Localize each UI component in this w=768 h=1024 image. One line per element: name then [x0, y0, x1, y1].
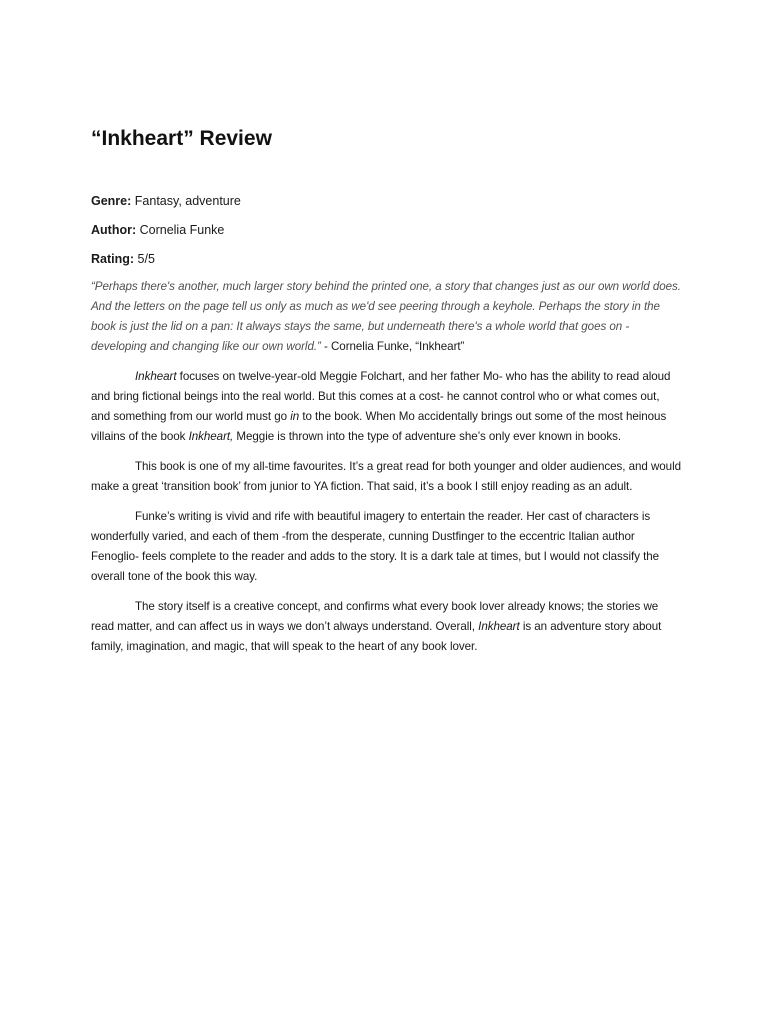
paragraph-1-text-c: Meggie is thrown into the type of adventure she’s only ever known in books.	[236, 430, 622, 443]
review-paragraph-4	[91, 597, 681, 657]
paragraph-4-text-b: is an adventure story about family, imagination, and magic, that will speak to the heart of any book lover.	[91, 620, 662, 653]
rating-line	[91, 250, 681, 268]
emphasis-in: in	[290, 410, 300, 423]
paragraph-1-text-b: to the book. When Mo accidentally brings out some of the most heinous villains of the book	[91, 410, 667, 443]
quote-attribution: - Cornelia Funke, “Inkheart”	[324, 340, 465, 353]
epigraph-quote	[91, 277, 681, 357]
review-paragraph-1	[91, 367, 681, 447]
rating-label: Rating:	[91, 252, 135, 266]
genre-value: Fantasy, adventure	[134, 194, 241, 208]
review-paragraph-3: Funke’s writing is vivid and rife with beautiful imagery to entertain the reader. Her cast of characters is wonderfully varied, and each of them -from the desperate, cunning Dustfinger to the eccentric Italian author Fenoglio- feels complete to the reader and adds to the story. It is a dark tale at times, but I would not classify the overall tone of the book this way.	[91, 510, 660, 583]
book-title-italic: Inkheart,	[188, 430, 234, 443]
author-label: Author:	[91, 223, 137, 237]
author-line	[91, 221, 681, 239]
quote-text: “Perhaps there's another, much larger story behind the printed one, a story that changes just as our own world does. And the letters on the page tell us only as much as we'd see peering through a keyhole. Perhaps the story in the book is just the lid on a pan: It always stays the same, but underneath there's a whole world that goes on - developing and changing like our own world.”	[91, 280, 681, 353]
genre-line	[91, 192, 681, 210]
page-title: “Inkheart” Review	[91, 127, 272, 150]
author-value: Cornelia Funke	[139, 223, 225, 237]
rating-value: 5/5	[137, 252, 155, 266]
book-title-italic: Inkheart	[135, 370, 177, 383]
review-paragraph-2: This book is one of my all-time favourites. It’s a great read for both younger and older audiences, and would make a great ‘transition book’ from junior to YA fiction. That said, it’s a book I still enjoy reading as an adult.	[91, 460, 681, 493]
paragraph-4-text-a: The story itself is a creative concept, and confirms what every book lover already knows; the stories we read matter, and can affect us in ways we don’t always understand. Overall,	[91, 600, 659, 633]
paragraph-1-text-a: focuses on twelve-year-old Meggie Folchart, and her father Mo- who has the ability to read aloud and bring fictional beings into the real world. But this comes at a cost- he cannot control who or what comes out, and something from our world must go	[91, 370, 671, 423]
genre-label: Genre:	[91, 194, 132, 208]
review-body	[91, 124, 681, 657]
book-title-italic: Inkheart	[478, 620, 520, 633]
